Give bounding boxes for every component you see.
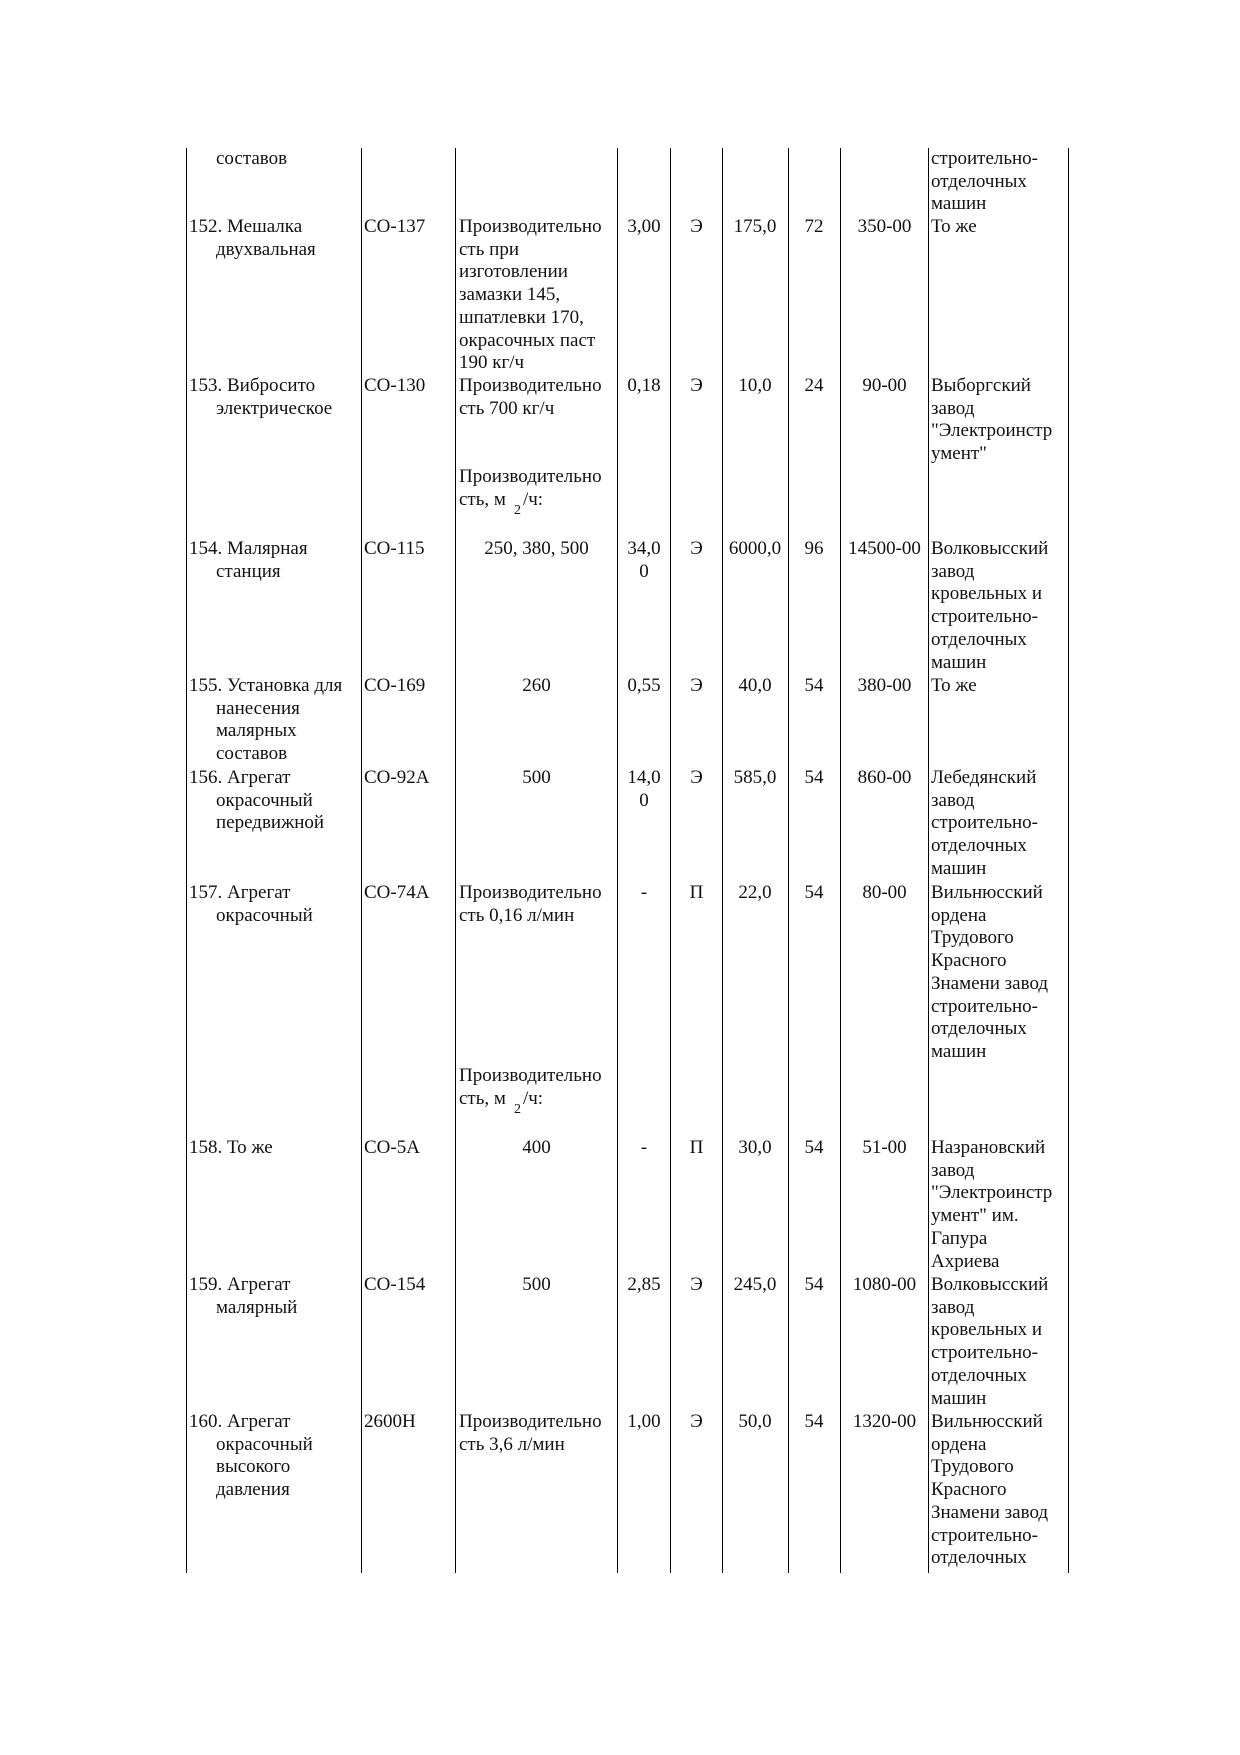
drive-type: П: [689, 882, 704, 903]
power-value: 34,0 0: [627, 538, 661, 582]
spec-text: Производительно сть 0,16 л/мин: [459, 882, 602, 926]
equipment-name: 157. Агрегат окрасочный: [189, 882, 313, 926]
equipment-name: 153. Вибросито электрическое: [189, 375, 333, 419]
quantity-value: 54: [804, 675, 824, 696]
manufacturer: Волковысский завод кровельных и строительно- отделочных машин: [931, 538, 1049, 673]
mass-value: 245,0: [733, 1274, 777, 1295]
spec-unit-header: Производительно сть, $м_2/ч$:: [459, 466, 602, 518]
equipment-name: 156. Агрегат окрасочный передвижной: [189, 767, 325, 834]
manufacturer: То же: [931, 675, 977, 696]
drive-type: Э: [690, 1274, 703, 1295]
mass-value: 10,0: [738, 375, 772, 396]
mass-value: 175,0: [733, 216, 777, 237]
model-code: СО-5А: [364, 1137, 420, 1158]
spec-text: Производительно сть 700 кг/ч: [459, 375, 602, 419]
mass-value: 6000,0: [728, 538, 782, 559]
quantity-value: 54: [804, 1274, 824, 1295]
model-code: СО-74А: [364, 882, 430, 903]
equipment-name: 160. Агрегат окрасочный высокого давления: [189, 1411, 313, 1501]
drive-type: Э: [690, 767, 703, 788]
manufacturer: Вильнюсский ордена Трудового Красного Знамени завод строительно- отделочных: [931, 1411, 1049, 1569]
price-value: 1320-00: [852, 1411, 917, 1432]
quantity-value: 24: [804, 375, 824, 396]
price-value: 80-00: [862, 882, 907, 903]
equipment-name: 152. Мешалка двухвальная: [189, 216, 316, 260]
spec-text: Производительно сть при изготовлении замазки 145, шпатлевки 170, окрасочных паст 190 кг/ч: [459, 216, 602, 374]
spec-text: 250, 380, 500: [484, 538, 589, 559]
manufacturer: Вильнюсский ордена Трудового Красного Знамени завод строительно- отделочных машин: [931, 882, 1049, 1062]
spec-text: 260: [522, 675, 551, 696]
drive-type: Э: [690, 538, 703, 559]
spec-unit-header: Производительно сть, $м_2/ч$:: [459, 1065, 602, 1117]
column-divider: [617, 148, 618, 1573]
power-value: 14,0 0: [627, 767, 661, 811]
model-code: СО-169: [364, 675, 426, 696]
column-divider: [455, 148, 456, 1573]
spec-text: 500: [522, 1274, 551, 1295]
table-border-right: [1068, 148, 1069, 1573]
price-value: 90-00: [862, 375, 907, 396]
power-value: 2,85: [627, 1274, 661, 1295]
equipment-name: 154. Малярная станция: [189, 538, 308, 582]
model-code: СО-154: [364, 1274, 426, 1295]
column-divider: [788, 148, 789, 1573]
mass-value: 22,0: [738, 882, 772, 903]
mass-value: 50,0: [738, 1411, 772, 1432]
power-value: 0,55: [627, 675, 661, 696]
price-value: 1080-00: [852, 1274, 917, 1295]
drive-type: Э: [690, 216, 703, 237]
spec-text: Производительно сть 3,6 л/мин: [459, 1411, 602, 1455]
column-divider: [840, 148, 841, 1573]
power-value: 3,00: [627, 216, 661, 237]
manufacturer: Назрановский завод "Электроинстр умент" им. Гапура Ахриева: [931, 1137, 1053, 1272]
model-code: СО-115: [364, 538, 425, 559]
model-code: СО-137: [364, 216, 426, 237]
drive-type: Э: [690, 1411, 703, 1432]
power-value: 1,00: [627, 1411, 661, 1432]
column-divider: [361, 148, 362, 1573]
drive-type: Э: [690, 675, 703, 696]
column-divider: [928, 148, 929, 1573]
model-code: СО-130: [364, 375, 426, 396]
table-border-left: [186, 148, 187, 1573]
model-code: 2600Н: [364, 1411, 416, 1432]
equipment-name: составов: [216, 148, 288, 169]
quantity-value: 72: [804, 216, 824, 237]
manufacturer: строительно- отделочных машин: [931, 148, 1039, 215]
model-code: СО-92А: [364, 767, 430, 788]
spec-text: 400: [522, 1137, 551, 1158]
quantity-value: 54: [804, 767, 824, 788]
price-value: 51-00: [862, 1137, 907, 1158]
price-value: 14500-00: [848, 538, 921, 559]
equipment-name: 158. То же: [189, 1137, 273, 1158]
power-value: -: [640, 1137, 648, 1158]
manufacturer: Выборгский завод "Электроинстр умент": [931, 375, 1053, 465]
column-divider: [722, 148, 723, 1573]
quantity-value: 54: [804, 882, 824, 903]
quantity-value: 54: [804, 1411, 824, 1432]
equipment-name: 159. Агрегат малярный: [189, 1274, 298, 1318]
manufacturer: Лебедянский завод строительно- отделочных машин: [931, 767, 1039, 879]
manufacturer: Волковысский завод кровельных и строительно- отделочных машин: [931, 1274, 1049, 1409]
quantity-value: 54: [804, 1137, 824, 1158]
equipment-name: 155. Установка для нанесения малярных составов: [189, 675, 343, 765]
column-divider: [670, 148, 671, 1573]
manufacturer: То же: [931, 216, 977, 237]
quantity-value: 96: [804, 538, 824, 559]
price-value: 380-00: [857, 675, 912, 696]
price-value: 860-00: [857, 767, 912, 788]
spec-text: 500: [522, 767, 551, 788]
power-value: -: [640, 882, 648, 903]
mass-value: 40,0: [738, 675, 772, 696]
power-value: 0,18: [627, 375, 661, 396]
mass-value: 30,0: [738, 1137, 772, 1158]
drive-type: Э: [690, 375, 703, 396]
mass-value: 585,0: [733, 767, 777, 788]
price-value: 350-00: [857, 216, 912, 237]
drive-type: П: [689, 1137, 704, 1158]
